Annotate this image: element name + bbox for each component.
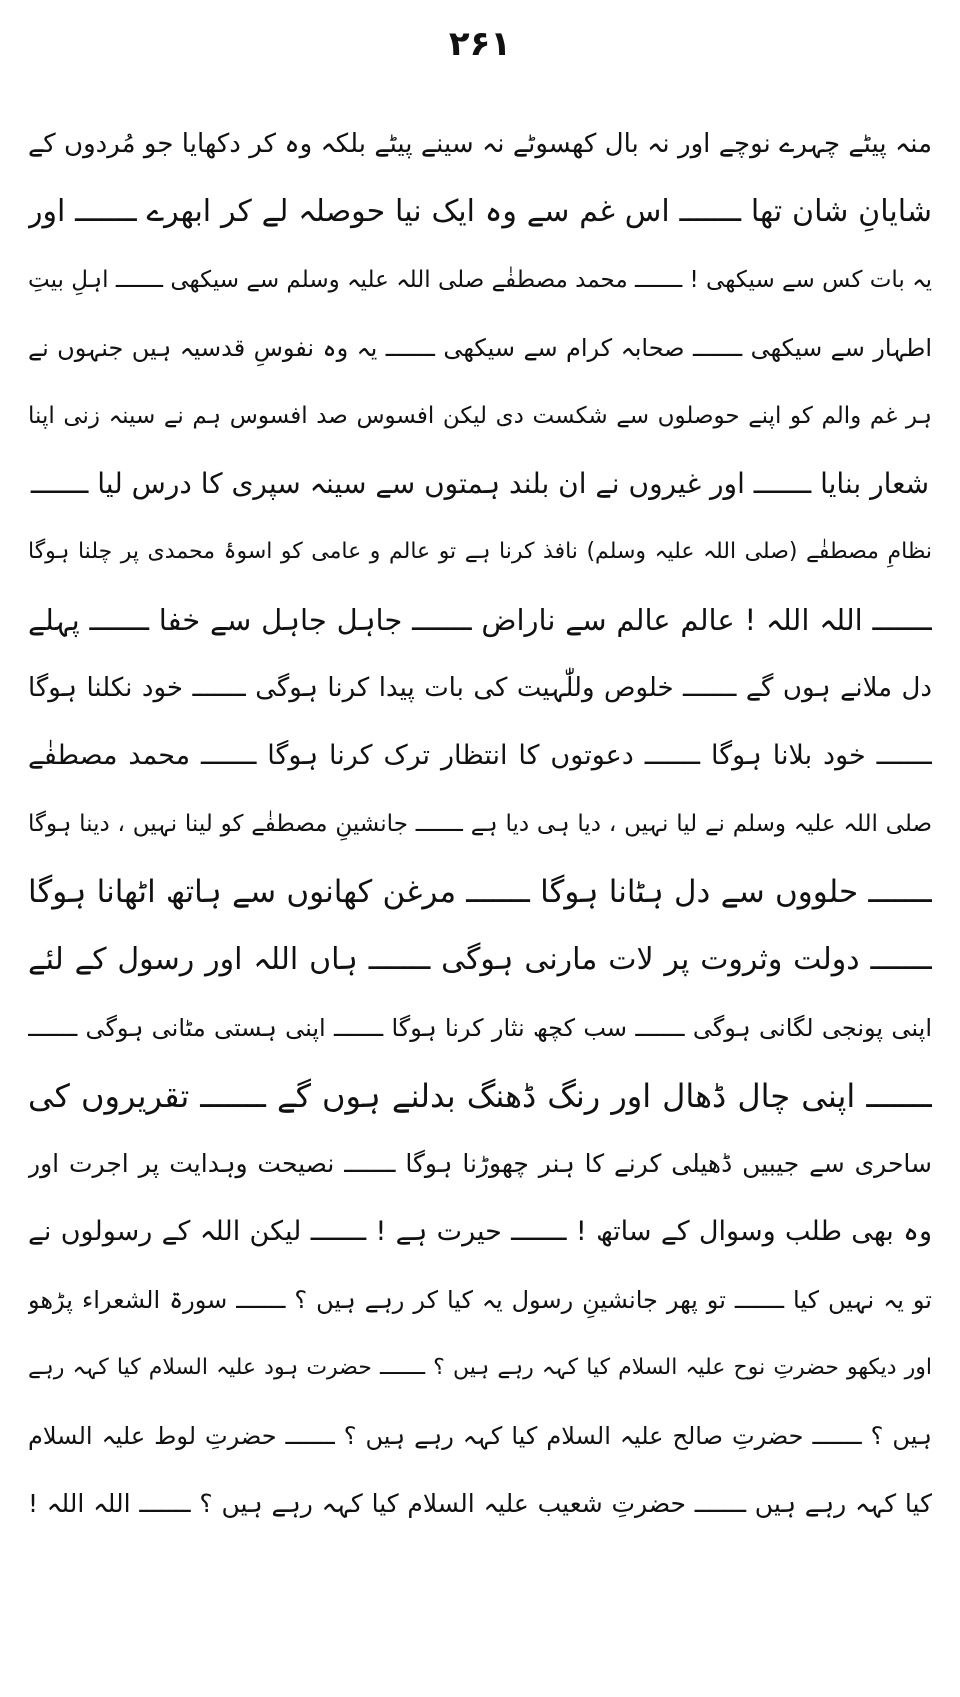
page-number: ۲۶۱ xyxy=(448,24,512,64)
text-line-8: ـــــــ اللہ اللہ ! عالم عالم سے ناراض ـــــــ جاہل جاہل سے خفا ـــــــ پہلے xyxy=(28,603,932,637)
text-line-16: ساحری سے جیبیں ڈھیلی کرنے کا ہنر چھوڑنا ہوگا ـــــــ نصیحت وہدایت پر اجرت اور xyxy=(28,1149,932,1178)
text-line-3: یہ بات کس سے سیکھی ! ـــــــ محمد مصطفٰے صلی اللہ علیہ وسلم سے سیکھی ـــــــ اہلِ بیتِ xyxy=(28,267,932,293)
text-line-11: صلی اللہ علیہ وسلم نے لیا نہیں ، دیا ہی دیا ہے ـــــــ جانشینِ مصطفٰے کو لینا نہیں ، دینا ہوگا xyxy=(28,811,932,837)
text-line-9: دل ملانے ہوں گے ـــــــ خلوص وللّٰہیت کی بات پیدا کرنا ہوگی ـــــــ خود نکلنا ہوگا xyxy=(28,673,932,703)
text-line-5: ہر غم والم کو اپنے حوصلوں سے شکست دی لیکن افسوس صد افسوس ہم نے سینہ زنی اپنا xyxy=(28,403,932,429)
text-line-20: ہیں ؟ ـــــــ حضرتِ صالح علیہ السلام کیا کہہ رہے ہیں ؟ ـــــــ حضرتِ لوط علیہ السلام xyxy=(28,1422,932,1450)
text-line-4: اطہار سے سیکھی ـــــــ صحابہ کرام سے سیکھی ـــــــ یہ وہ نفوسِ قدسیہ ہیں جنہوں نے xyxy=(28,334,932,362)
text-line-19: اور دیکھو حضرتِ نوح علیہ السلام کیا کہہ رہے ہیں ؟ ـــــــ حضرت ہود علیہ السلام کیا کہہ رہے xyxy=(28,1355,932,1380)
text-line-13: ـــــــ دولت وثروت پر لات مارنی ہوگی ـــــــ ہاں اللہ اور رسول کے لئے xyxy=(28,942,932,977)
text-line-12: ـــــــ حلووں سے دل ہٹانا ہوگا ـــــــ مرغن کھانوں سے ہاتھ اٹھانا ہوگا xyxy=(28,874,932,910)
text-line-17: وہ بھی طلب وسوال کے ساتھ ! ـــــــ حیرت ہے ! ـــــــ لیکن اللہ کے رسولوں نے xyxy=(28,1216,932,1247)
text-line-14: اپنی پونجی لگانی ہوگی ـــــــ سب کچھ نثار کرنا ہوگا ـــــــ اپنی ہستی مٹانی ہوگی ـــــــ xyxy=(28,1014,932,1042)
text-line-7: نظامِ مصطفٰے (صلی اللہ علیہ وسلم) نافذ کرنا ہے تو عالم و عامی کو اسوۂ محمدی پر چلنا ہوگا xyxy=(28,539,932,564)
text-line-1: منہ پیٹے چہرے نوچے اور نہ بال کھسوٹے نہ سینے پیٹے بلکہ وہ کر دکھایا جو مُردوں کے xyxy=(28,129,932,159)
text-line-15: ـــــــ اپنی چال ڈھال اور رنگ ڈھنگ بدلنے ہوں گے ـــــــ تقریروں کی xyxy=(28,1077,932,1115)
text-line-6: شعار بنایا ـــــــ اور غیروں نے ان بلند ہمتوں سے سینہ سپری کا درس لیا ـــــــ xyxy=(30,467,930,500)
text-line-10: ـــــــ خود بلانا ہوگا ـــــــ دعوتوں کا انتظار ترک کرنا ہوگا ـــــــ محمد مصطفٰے xyxy=(28,740,932,771)
text-line-21: کیا کہہ رہے ہیں ـــــــ حضرتِ شعیب علیہ السلام کیا کہہ رہے ہیں ؟ ـــــــ اللہ اللہ ! xyxy=(28,1489,932,1518)
text-line-18: تو یہ نہیں کیا ـــــــ تو پھر جانشینِ رسول یہ کیا کر رہے ہیں ؟ ـــــــ سورۃ الشعراء پڑھو xyxy=(28,1286,932,1314)
urdu-text-body xyxy=(28,110,932,1538)
text-line-2: شایانِ شان تھا ـــــــ اس غم سے وہ ایک نیا حوصلہ لے کر ابھرے ـــــــ اور xyxy=(28,194,932,229)
